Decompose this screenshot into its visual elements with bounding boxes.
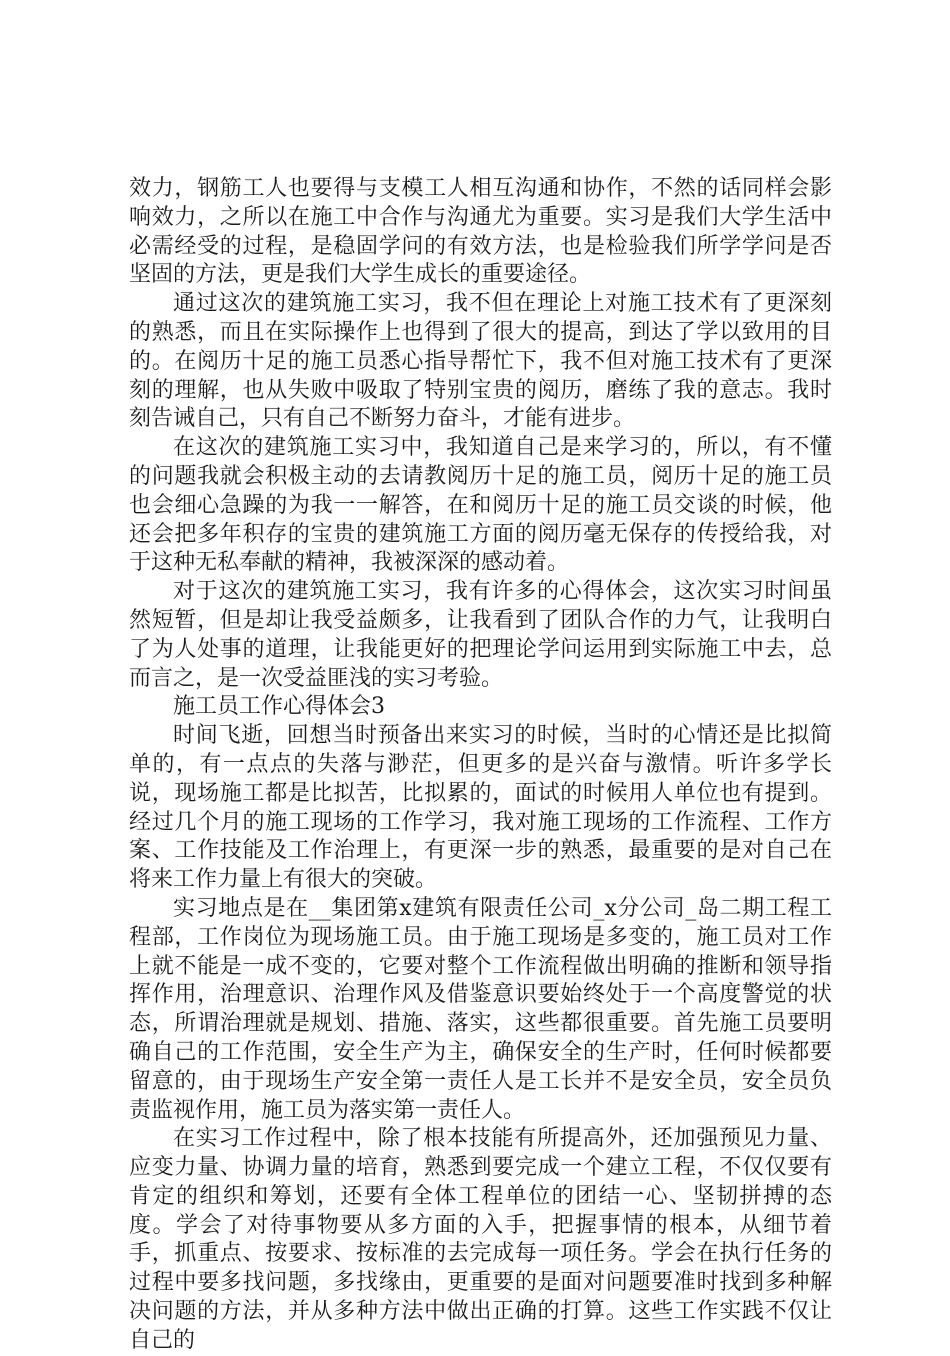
paragraph-2: 通过这次的建筑施工实习，我不但在理论上对施工技术有了更深刻的熟悉，而且在实际操作上也得到了很大的提高，到达了学以致用的目的。在阅历十足的施工员悉心指导帮忙下，我不但对施工技术有了更深刻的理解，也从失败中吸取了特别宝贵的阅历，磨练了我的意志。我时刻告诫自己，只有自己不断努力奋斗，才能有进步。 <box>129 291 832 432</box>
paragraph-6: 实习地点是在__集团第x建筑有限责任公司_x分公司_岛二期工程工程部，工作岗位为现场施工员。由于施工现场是多变的，施工员对工作上就不能是一成不变的，它要对整个工作流程做出明确的推断和领导指挥作用，治理意识、治理作风及借鉴意识要始终处于一个高度警觉的状态，所谓治理就是规划、措施、落实，这些都很重要。首先施工员要明确自己的工作范围，安全生产为主，确保安全的生产时，任何时候都要留意的，由于现场生产安全第一责任人是工长并不是安全员，安全员负责监视作用，施工员为落实第一责任人。 <box>129 895 832 1123</box>
section-heading: 施工员工作心得体会3 <box>173 694 385 720</box>
paragraph-1: 效力，钢筋工人也要得与支模工人相互沟通和协作，不然的话同样会影响效力，之所以在施工中合作与沟通尤为重要。实习是我们大学生活中必需经受的过程，是稳固学问的有效方法，也是检验我们所学学问是否坚固的方法，更是我们大学生成长的重要途径。 <box>129 176 832 288</box>
document-body <box>129 175 832 1356</box>
paragraph-4: 对于这次的建筑施工实习，我有许多的心得体会，这次实习时间虽然短暂，但是却让我受益颇多，让我看到了团队合作的力气，让我明白了为人处事的道理，让我能更好的把理论学问运用到实际施工中去，总而言之，是一次受益匪浅的实习考验。 <box>129 579 832 691</box>
paragraph-5: 时间飞逝，回想当时预备出来实习的时候，当时的心情还是比拟简单的，有一点点的失落与渺茫，但更多的是兴奋与激情。听许多学长说，现场施工都是比拟苦，比拟累的，面试的时候用人单位也有提到。经过几个月的施工现场的工作学习，我对施工现场的工作流程、工作方案、工作技能及工作治理上，有更深一步的熟悉，最重要的是对自己在将来工作力量上有很大的突破。 <box>129 723 832 893</box>
paragraph-7: 在实习工作过程中，除了根本技能有所提高外，还加强预见力量、应变力量、协调力量的培育，熟悉到要完成一个建立工程，不仅仅要有肯定的组织和筹划，还要有全体工程单位的团结一心、坚韧拼搏的态度。学会了对待事物要从多方面的入手，把握事情的根本，从细节着手，抓重点、按要求、按标准的去完成每一项任务。学会在执行任务的过程中要多找问题，多找缘由，更重要的是面对问题要准时找到多种解决问题的方法，并从多种方法中做出正确的打算。这些工作实践不仅让自己的 <box>129 1126 832 1353</box>
paragraph-3: 在这次的建筑施工实习中，我知道自己是来学习的，所以，有不懂的问题我就会积极主动的去请教阅历十足的施工员，阅历十足的施工员也会细心急躁的为我一一解答，在和阅历十足的施工员交谈的时候，他还会把多年积存的宝贵的建筑施工方面的阅历毫无保存的传授给我，对于这种无私奉献的精神，我被深深的感动着。 <box>129 435 832 576</box>
